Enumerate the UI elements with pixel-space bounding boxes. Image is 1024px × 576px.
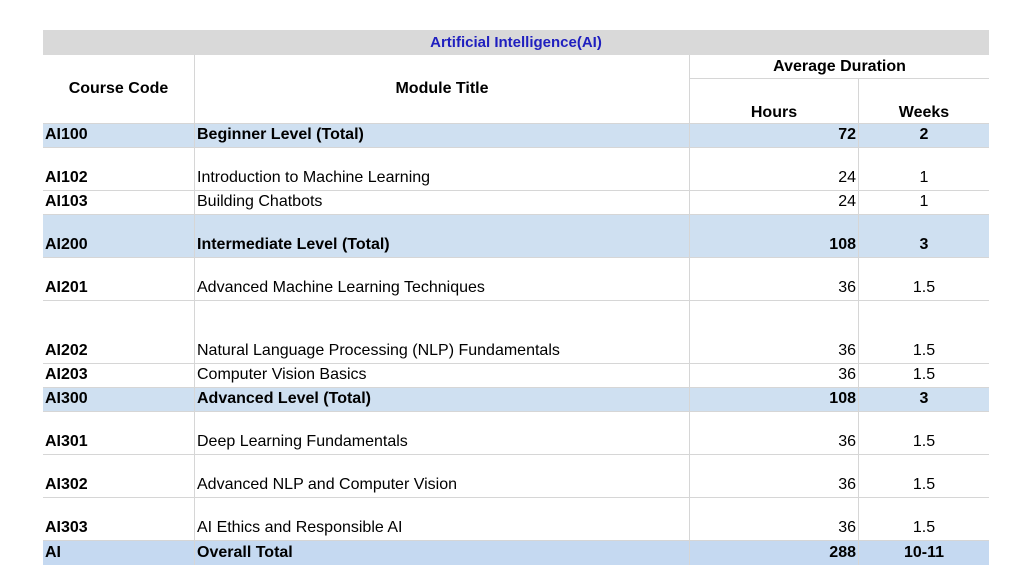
header-hours: Hours [690, 79, 859, 123]
cell-hours: 288 [690, 541, 859, 565]
cell-module-title: Advanced Level (Total) [195, 388, 690, 411]
cell-hours: 24 [690, 191, 859, 214]
cell-module-title: Intermediate Level (Total) [195, 215, 690, 257]
cell-weeks: 1 [919, 193, 929, 210]
cell-weeks: 1.5 [912, 342, 936, 359]
cell-module-title: AI Ethics and Responsible AI [195, 498, 690, 540]
cell-module-title: Beginner Level (Total) [195, 124, 690, 147]
cell-weeks: 1.5 [912, 433, 936, 450]
header-average-duration: Average Duration [690, 55, 989, 79]
cell-hours: 108 [690, 215, 859, 257]
cell-weeks: 3 [919, 390, 929, 407]
cell-weeks: 1.5 [912, 279, 936, 296]
table-row [43, 148, 989, 191]
cell-weeks: 1.5 [912, 519, 936, 536]
cell-hours: 36 [690, 412, 859, 454]
table-row [43, 124, 989, 148]
cell-course-code: AI202 [43, 301, 195, 363]
table-title: Artificial Intelligence(AI) [43, 30, 989, 55]
header-weeks: Weeks [898, 104, 950, 121]
table-row [43, 388, 989, 412]
table-row [43, 301, 989, 364]
cell-course-code: AI300 [43, 388, 195, 411]
cell-weeks: 3 [919, 236, 929, 253]
cell-hours: 36 [690, 498, 859, 540]
cell-hours: 24 [690, 148, 859, 190]
cell-course-code: AI [43, 541, 195, 565]
table-header [43, 55, 989, 124]
table-row [43, 215, 989, 258]
cell-weeks: 1.5 [912, 366, 936, 383]
cell-course-code: AI103 [43, 191, 195, 214]
cell-hours: 36 [690, 258, 859, 300]
table-row [43, 412, 989, 455]
cell-module-title: Deep Learning Fundamentals [195, 412, 690, 454]
header-module-title: Module Title [195, 55, 690, 123]
cell-hours: 72 [690, 124, 859, 147]
cell-weeks: 10-11 [903, 544, 945, 561]
cell-course-code: AI203 [43, 364, 195, 387]
cell-module-title: Building Chatbots [195, 191, 690, 214]
table-row [43, 498, 989, 541]
cell-weeks: 2 [919, 126, 929, 143]
table-row [43, 258, 989, 301]
cell-module-title: Advanced Machine Learning Techniques [195, 258, 690, 300]
cell-course-code: AI100 [43, 124, 195, 147]
cell-hours: 36 [690, 455, 859, 497]
cell-module-title: Introduction to Machine Learning [195, 148, 690, 190]
cell-course-code: AI301 [43, 412, 195, 454]
cell-module-title: Overall Total [195, 541, 690, 565]
cell-hours: 108 [690, 388, 859, 411]
cell-weeks: 1.5 [912, 476, 936, 493]
table-row [43, 455, 989, 498]
header-course-code: Course Code [43, 55, 195, 123]
cell-course-code: AI200 [43, 215, 195, 257]
cell-module-title: Advanced NLP and Computer Vision [195, 455, 690, 497]
cell-course-code: AI303 [43, 498, 195, 540]
cell-course-code: AI302 [43, 455, 195, 497]
cell-hours: 36 [690, 364, 859, 387]
cell-hours: 36 [690, 301, 859, 363]
cell-module-title: Natural Language Processing (NLP) Fundamentals [195, 301, 690, 363]
table-row [43, 191, 989, 215]
course-table [43, 30, 989, 565]
table-row [43, 364, 989, 388]
cell-module-title: Computer Vision Basics [195, 364, 690, 387]
cell-course-code: AI201 [43, 258, 195, 300]
table-row [43, 541, 989, 565]
cell-course-code: AI102 [43, 148, 195, 190]
cell-weeks: 1 [919, 169, 929, 186]
